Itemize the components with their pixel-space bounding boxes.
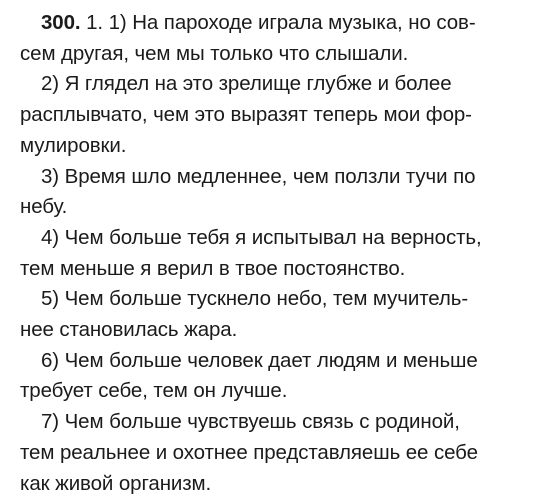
text-line-4: расплывчато, чем это выразят теперь мои фор- (20, 103, 472, 127)
text-line-10: 5) Чем больше тускнело небо, тем мучитель- (41, 287, 469, 311)
text-line-9: тем меньше я верил в твое постоянство. (20, 256, 406, 280)
text-line-14: 7) Чем больше чувствуешь связь с родиной, (41, 410, 460, 434)
text-line-7: небу. (20, 195, 68, 219)
text-line-5: мулировки. (20, 133, 127, 157)
text-line-11: нее становилась жара. (20, 318, 238, 342)
text-line-8: 4) Чем больше тебя я испытывал на верность, (41, 225, 482, 249)
text-line-12: 6) Чем больше человек дает людям и меньше (41, 348, 478, 372)
line-text: 1. 1) На пароходе играла музыка, но сов- (80, 11, 476, 34)
text-line-2: сем другая, чем мы только что слышали. (20, 41, 409, 65)
text-line-13: требует себе, тем он лучше. (20, 379, 288, 403)
text-line-3: 2) Я глядел на это зрелище глубже и более (41, 72, 452, 96)
text-line-15: тем реальнее и охотнее представляешь ее себе (20, 440, 478, 464)
exercise-number: 300. (41, 11, 81, 34)
text-line-16: как живой организм. (20, 471, 212, 495)
text-line-6: 3) Время шло медленнее, чем ползли тучи по (41, 164, 476, 188)
text-line-1 (20, 8, 524, 39)
